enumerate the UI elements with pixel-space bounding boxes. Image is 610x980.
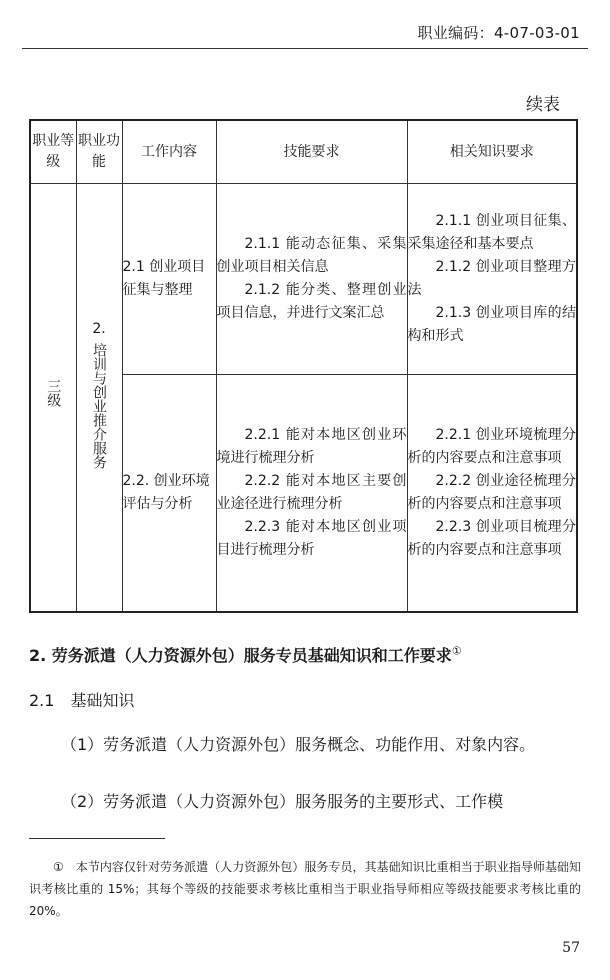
knowledge-item: 2.1.1 创业项目征集、采集途径和基本要点 xyxy=(407,213,576,252)
table-header-row xyxy=(30,120,577,184)
occupation-code: 职业编码：4-07-03-01 xyxy=(417,24,580,42)
knowledge-cell xyxy=(407,184,577,375)
skill-cell xyxy=(216,375,407,612)
header-work: 工作内容 xyxy=(122,120,216,184)
work-cell: 2.2. 创业环境评估与分析 xyxy=(122,375,216,612)
level-text: 三级 xyxy=(45,379,62,408)
subsection-title: 2.1 基础知识 xyxy=(29,691,135,710)
header-rule xyxy=(22,48,588,49)
function-cell xyxy=(76,184,122,612)
header-level: 职业等级 xyxy=(30,120,76,184)
knowledge-item: 2.2.2 创业途径梳理分析的内容要点和注意事项 xyxy=(407,472,576,512)
footnote-mark: ① xyxy=(451,644,462,658)
skill-cell xyxy=(216,184,407,375)
header-knowledge: 相关知识要求 xyxy=(407,120,577,184)
continued-label: 续表 xyxy=(526,95,560,115)
knowledge-item: 2.1.2 创业项目整理方法 xyxy=(407,259,576,298)
paragraph: （2）劳务派遣（人力资源外包）服务服务的主要形式、工作模 xyxy=(61,792,504,811)
skill-item: 2.1.1 能动态征集、采集创业项目相关信息 xyxy=(216,236,407,275)
section-title xyxy=(29,643,462,666)
section-title-text: 2. 劳务派遣（人力资源外包）服务专员基础知识和工作要求 xyxy=(29,646,452,665)
footnote-rule xyxy=(29,838,165,839)
skill-item: 2.1.2 能分类、整理创业项目信息，并进行文案汇总 xyxy=(216,282,407,321)
header-function: 职业功能 xyxy=(76,120,122,184)
function-number: 2. xyxy=(92,320,106,337)
knowledge-item: 2.1.3 创业项目库的结构和形式 xyxy=(407,305,576,344)
footnote: ① 本节内容仅针对劳务派遣（人力资源外包）服务专员，其基础知识比重相当于职业指导师基础知识考核比重的 15%；其每个等级的技能要求考核比重相当于职业指导师相应等级技能要求考核比重的 20%。 xyxy=(29,860,581,918)
knowledge-item: 2.2.3 创业项目梳理分析的内容要点和注意事项 xyxy=(407,518,576,558)
table-row xyxy=(30,184,577,375)
page-number: 57 xyxy=(562,940,580,956)
level-cell xyxy=(30,184,76,612)
competency-table xyxy=(29,119,578,613)
knowledge-cell xyxy=(407,375,577,612)
skill-item: 2.2.2 能对本地区主要创业途径进行梳理分析 xyxy=(216,472,407,512)
paragraph: （1）劳务派遣（人力资源外包）服务概念、功能作用、对象内容。 xyxy=(61,735,536,754)
knowledge-item: 2.2.1 创业环境梳理分析的内容要点和注意事项 xyxy=(407,426,576,466)
work-cell: 2.1 创业项目征集与整理 xyxy=(122,184,216,375)
skill-item: 2.2.3 能对本地区创业项目进行梳理分析 xyxy=(216,518,407,558)
header-skill: 技能要求 xyxy=(216,120,407,184)
skill-item: 2.2.1 能对本地区创业环境进行梳理分析 xyxy=(216,426,407,466)
function-text: 培训与创业推介服务 xyxy=(91,342,107,469)
